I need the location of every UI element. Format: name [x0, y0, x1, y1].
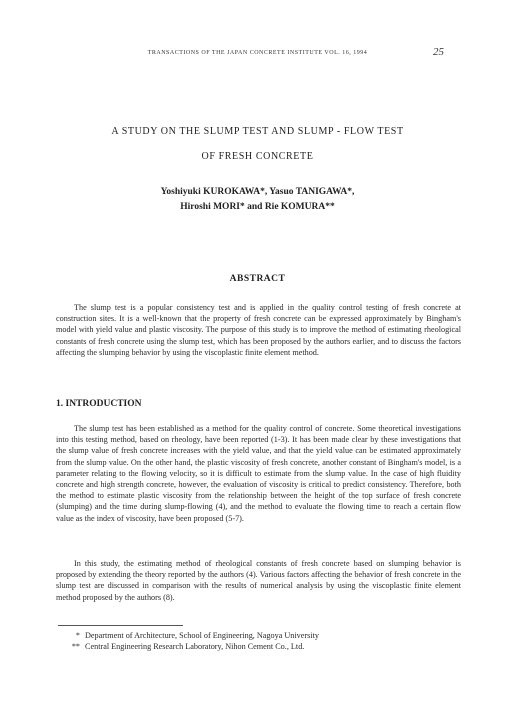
footnote-affiliation-2 — [64, 642, 304, 651]
footnote-mark: * — [75, 631, 80, 640]
abstract-text: The slump test is a popular consistency test and is applied in the quality control testing of fresh concrete at construction sites. It is a well-known that the property of fresh concrete can be expressed approximately by Bingham's model with yield value and plastic viscosity. The purpose of this study is to improve the method of estimating rheological constants of fresh concrete using the slump test, which has been proposed by the authors earlier, and to discuss the factors affecting the slumping behavior by using the viscoplastic finite element method. — [56, 303, 461, 357]
authors-line-2: Hiroshi MORI* and Rie KOMURA** — [180, 202, 335, 212]
abstract-heading: ABSTRACT — [229, 274, 286, 284]
title-line-1: A STUDY ON THE SLUMP TEST AND SLUMP - FLOW TEST — [111, 126, 404, 137]
intro-paragraph-2: In this study, the estimating method of rheological constants of fresh concrete based on slumping behavior is proposed by extending the theory reported by the authors (4). Various factors affecting the behavior of fresh concrete in the slump test are discussed in comparison with the results of numerical analysis by using the viscoplastic finite element method proposed by the authors (8). — [56, 559, 461, 602]
footnote-affiliation-1 — [64, 631, 319, 640]
footnote-mark: ** — [71, 642, 80, 651]
footnote-text: Department of Architecture, School of Engineering, Nagoya University — [85, 631, 319, 640]
intro-paragraph-1: The slump test has been established as a method for the quality control of concrete. Some theoretical investigations into this testing method, based on rheology, have been reported (1-3). It has been made clear by these investigations that the slump value of fresh concrete increases with the yield value, and that the yield value can be estimated approximately from the slump value. On the other hand, the plastic viscosity of fresh concrete, another constant of Bingham's model, is a parameter relating to the flowing velocity, so it is difficult to estimate from the slump value. In the case of high fluidity concrete and high strength concrete, however, the evaluation of viscosity is critical to predict consistency. Therefore, both the method to estimate plastic viscosity from the relationship between the height of the top surface of fresh concrete (slumping) and the time during slump-flowing (4), and the method to evaluate the flowing time to reach a certain flow value as the index of viscosity, have been proposed (5-7). — [56, 424, 461, 523]
footnote-text: Central Engineering Research Laboratory, Nihon Cement Co., Ltd. — [85, 642, 305, 651]
page-number: 25 — [433, 46, 444, 58]
footnote-divider — [58, 625, 183, 626]
title-line-2: OF FRESH CONCRETE — [201, 151, 314, 162]
authors-line-1: Yoshiyuki KUROKAWA*, Yasuo TANIGAWA*, — [160, 187, 355, 197]
section-heading-introduction: 1. INTRODUCTION — [56, 399, 142, 409]
running-head: TRANSACTIONS OF THE JAPAN CONCRETE INSTITUTE VOL. 16, 1994 — [147, 50, 368, 56]
